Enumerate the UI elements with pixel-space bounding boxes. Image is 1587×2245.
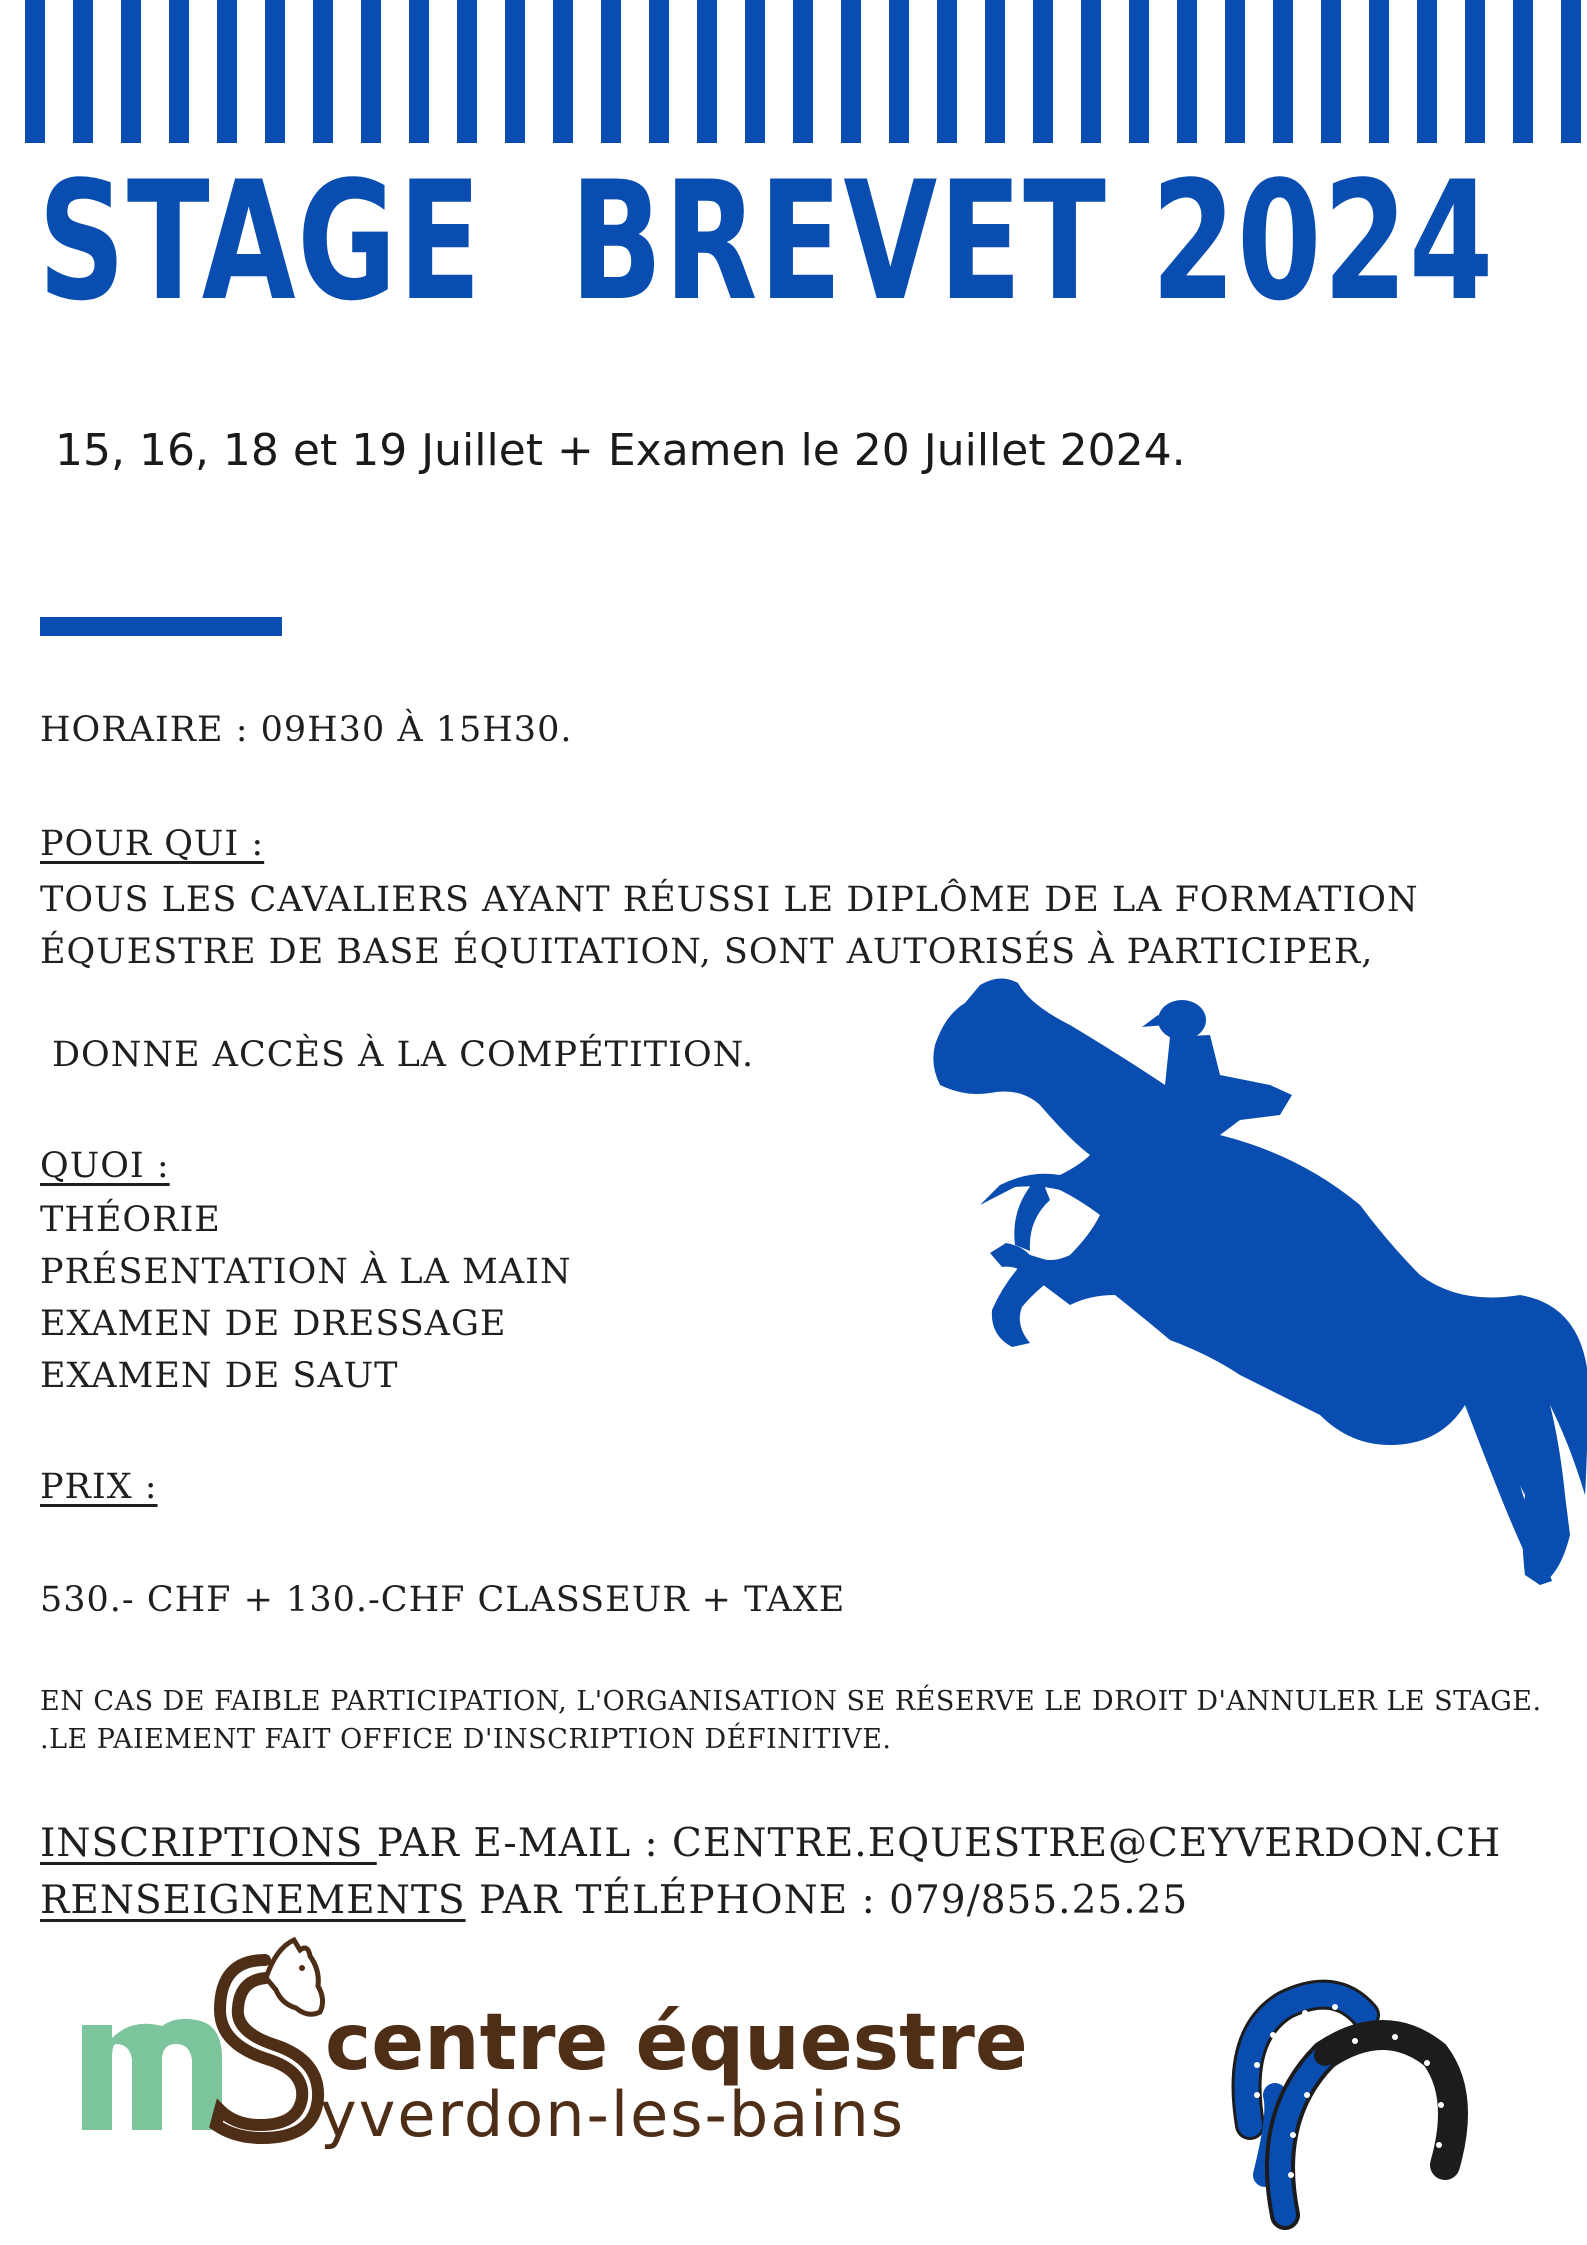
what-item: EXAMEN DE DRESSAGE	[40, 1304, 507, 1344]
stripe	[1417, 0, 1437, 143]
stripe	[25, 0, 45, 143]
stripe	[793, 0, 813, 143]
stripe	[457, 0, 477, 143]
stripe	[1033, 0, 1053, 143]
stripe	[649, 0, 669, 143]
notice-line-1: EN CAS DE FAIBLE PARTICIPATION, L'ORGANISATION SE RÉSERVE LE DROIT D'ANNULER LE STAGE.	[40, 1686, 1542, 1717]
stripe	[505, 0, 525, 143]
stripe	[217, 0, 237, 143]
stripe	[937, 0, 957, 143]
stripe	[1225, 0, 1245, 143]
stripe	[1129, 0, 1149, 143]
stripe	[1369, 0, 1389, 143]
info-label: RENSEIGNEMENTS	[40, 1878, 466, 1923]
price-heading: PRIX :	[40, 1467, 158, 1507]
club-logo	[70, 1920, 1028, 2151]
audience-line-3: DONNE ACCÈS À LA COMPÉTITION.	[52, 1035, 755, 1075]
accent-divider	[40, 617, 282, 636]
notice-line-2: .LE PAIEMENT FAIT OFFICE D'INSCRIPTION DÉFINITIVE.	[40, 1724, 892, 1755]
stripe	[361, 0, 381, 143]
stripe	[1081, 0, 1101, 143]
stripe	[265, 0, 285, 143]
audience-line-1: TOUS LES CAVALIERS AYANT RÉUSSI LE DIPLÔME DE LA FORMATION	[40, 880, 1419, 920]
top-stripes	[0, 0, 1587, 145]
stripe	[553, 0, 573, 143]
stripe	[313, 0, 333, 143]
event-dates: 15, 16, 18 et 19 Juillet + Examen le 20 Juillet 2024.	[55, 425, 1186, 476]
stripe	[1465, 0, 1485, 143]
registration-email: PAR E-MAIL : CENTRE.EQUESTRE@CEYVERDON.CH	[376, 1821, 1502, 1866]
stripe	[745, 0, 765, 143]
jumping-horse-rider-icon	[920, 975, 1587, 1675]
horseshoe-icon	[1195, 1945, 1495, 2245]
schedule: HORAIRE : 09H30 À 15H30.	[40, 710, 573, 750]
logo-name: centre équestre	[325, 1998, 1028, 2088]
what-item: PRÉSENTATION À LA MAIN	[40, 1252, 572, 1292]
price-value: 530.- CHF + 130.-CHF CLASSEUR + TAXE	[40, 1580, 846, 1620]
stripe	[889, 0, 909, 143]
what-item: THÉORIE	[40, 1200, 221, 1240]
audience-heading: POUR QUI :	[40, 824, 265, 864]
stripe	[697, 0, 717, 143]
stripe	[1321, 0, 1341, 143]
info-line	[40, 1878, 1188, 1923]
registration-label: INSCRIPTIONS	[40, 1821, 377, 1866]
stripe	[1177, 0, 1197, 143]
stripe	[1273, 0, 1293, 143]
stripe	[841, 0, 861, 143]
what-item: EXAMEN DE SAUT	[40, 1356, 399, 1396]
stripe	[169, 0, 189, 143]
registration-line	[40, 1821, 1501, 1866]
what-heading: QUOI :	[40, 1146, 170, 1186]
page-title: STAGE BREVET 2024	[38, 146, 1495, 337]
audience-line-2: ÉQUESTRE DE BASE ÉQUITATION, SONT AUTORISÉS À PARTICIPER,	[40, 932, 1374, 972]
logo-location: yverdon-les-bains	[320, 2078, 906, 2151]
stripe	[985, 0, 1005, 143]
stripe	[73, 0, 93, 143]
stripe	[1513, 0, 1533, 143]
stripe	[121, 0, 141, 143]
stripe	[1561, 0, 1581, 143]
stripe	[601, 0, 621, 143]
info-phone: PAR TÉLÉPHONE : 079/855.25.25	[465, 1878, 1189, 1923]
stripe	[409, 0, 429, 143]
